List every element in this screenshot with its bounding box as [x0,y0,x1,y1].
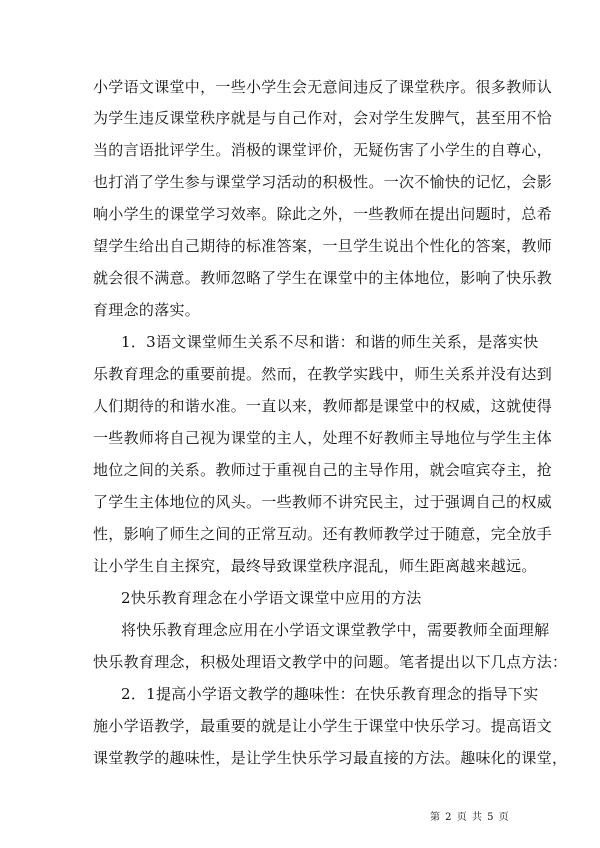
paragraph-line: 一些教师将自己视为课堂的主人，处理不好教师主导地位与学生主体 [93,429,553,447]
paragraph-line: 小学语文课堂中，一些小学生会无意间违反了课堂秩序。很多教师认 [93,78,553,96]
paragraph-line: 当的言语批评学生。消极的课堂评价，无疑伤害了小学生的自尊心， [93,141,553,159]
paragraph-line: 将快乐教育理念应用在小学语文课堂教学中，需要教师全面理解 [121,621,550,639]
paragraph-line: 望学生给出自己期待的标准答案，一旦学生说出个性化的答案，教师 [93,237,553,255]
paragraph-line: 性，影响了师生之间的正常互动。还有教师教学过于随意，完全放手 [93,525,553,543]
paragraph-line: 让小学生自主探究，最终导致课堂秩序混乱，师生距离越来越远。 [93,557,537,575]
paragraph-line: 了学生主体地位的风头。一些教师不讲究民主，过于强调自己的权威 [93,493,553,511]
paragraph-line: 为学生违反课堂秩序就是与自己作对，会对学生发脾气，甚至用不恰 [93,109,553,127]
paragraph-line: 课堂教学的趣味性，是让学生快乐学习最直接的方法。趣味化的课堂， [93,749,568,767]
paragraph-line: 就会很不满意。教师忽略了学生在课堂中的主体地位，影响了快乐教 [93,269,553,287]
paragraph-line: 人们期待的和谐水准。一直以来，教师都是课堂中的权威，这就使得 [93,397,553,415]
page-number-footer: 第 2 页 共 5 页 [430,812,510,823]
paragraph-line: 地位之间的关系。教师过于重视自己的主导作用，就会喧宾夺主，抢 [93,461,553,479]
paragraph-line: 也打消了学生参与课堂学习活动的积极性。一次不愉快的记忆，会影 [93,173,553,191]
paragraph-line: 响小学生的课堂学习效率。除此之外，一些教师在提出问题时，总希 [93,205,553,223]
paragraph-line: 施小学语教学，最重要的就是让小学生于课堂中快乐学习。提高语文 [93,717,553,735]
paragraph-line: 乐教育理念的重要前提。然而，在教学实践中，师生关系并没有达到 [93,365,553,383]
section-heading-2: 2快乐教育理念在小学语文课堂中应用的方法 [121,589,422,607]
paragraph-line: 快乐教育理念，积极处理语文教学中的问题。笔者提出以下几点方法： [93,653,568,671]
paragraph-line: 育理念的落实。 [93,301,201,319]
section-heading-1-3: 1．3语文课堂师生关系不尽和谐：和谐的师生关系，是落实快 [121,333,539,351]
section-heading-2-1: 2．1提高小学语文教学的趣味性：在快乐教育理念的指导下实 [121,685,539,703]
